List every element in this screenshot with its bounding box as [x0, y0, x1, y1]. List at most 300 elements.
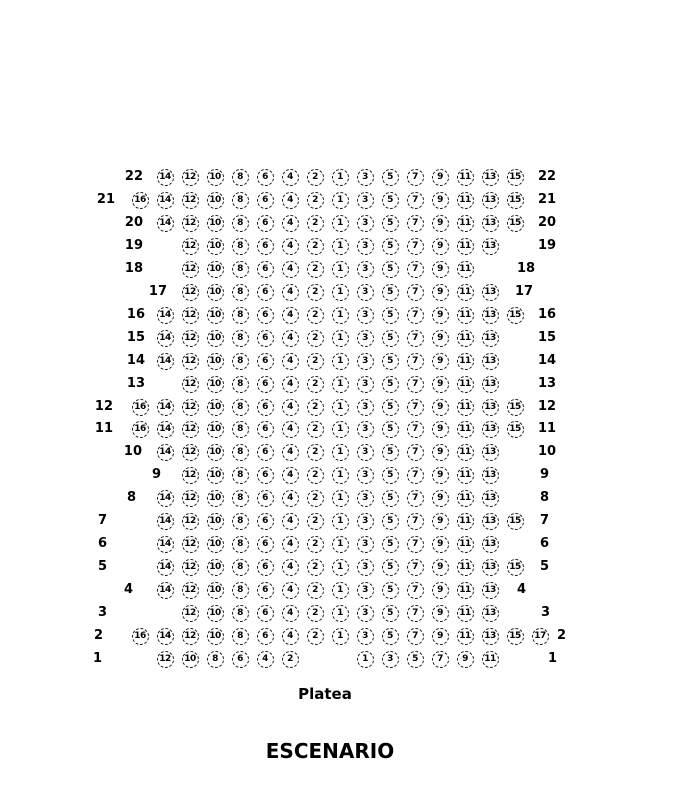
- seat-21-16[interactable]: 16: [132, 192, 149, 209]
- seat-10-7[interactable]: 7: [407, 444, 424, 461]
- seat-4-8[interactable]: 8: [232, 582, 249, 599]
- seat-2-6[interactable]: 6: [257, 628, 274, 645]
- seat-5-2[interactable]: 2: [307, 559, 324, 576]
- seat-17-13[interactable]: 13: [482, 284, 499, 301]
- seat-14-4[interactable]: 4: [282, 353, 299, 370]
- seat-20-5[interactable]: 5: [382, 215, 399, 232]
- seat-11-16[interactable]: 16: [132, 421, 149, 438]
- seat-14-6[interactable]: 6: [257, 353, 274, 370]
- seat-12-3[interactable]: 3: [357, 399, 374, 416]
- seat-8-9[interactable]: 9: [432, 490, 449, 507]
- seat-17-6[interactable]: 6: [257, 284, 274, 301]
- seat-21-13[interactable]: 13: [482, 192, 499, 209]
- seat-19-11[interactable]: 11: [457, 238, 474, 255]
- seat-5-8[interactable]: 8: [232, 559, 249, 576]
- seat-18-11[interactable]: 11: [457, 261, 474, 278]
- seat-12-13[interactable]: 13: [482, 399, 499, 416]
- seat-18-10[interactable]: 10: [207, 261, 224, 278]
- seat-15-8[interactable]: 8: [232, 330, 249, 347]
- seat-16-5[interactable]: 5: [382, 307, 399, 324]
- seat-20-9[interactable]: 9: [432, 215, 449, 232]
- seat-7-4[interactable]: 4: [282, 513, 299, 530]
- seat-18-3[interactable]: 3: [357, 261, 374, 278]
- seat-8-8[interactable]: 8: [232, 490, 249, 507]
- seat-20-6[interactable]: 6: [257, 215, 274, 232]
- seat-15-12[interactable]: 12: [182, 330, 199, 347]
- seat-11-14[interactable]: 14: [157, 421, 174, 438]
- seat-5-11[interactable]: 11: [457, 559, 474, 576]
- seat-13-13[interactable]: 13: [482, 376, 499, 393]
- seat-10-11[interactable]: 11: [457, 444, 474, 461]
- seat-17-11[interactable]: 11: [457, 284, 474, 301]
- seat-9-5[interactable]: 5: [382, 467, 399, 484]
- seat-3-5[interactable]: 5: [382, 605, 399, 622]
- seat-20-3[interactable]: 3: [357, 215, 374, 232]
- seat-3-10[interactable]: 10: [207, 605, 224, 622]
- seat-10-9[interactable]: 9: [432, 444, 449, 461]
- seat-16-3[interactable]: 3: [357, 307, 374, 324]
- seat-20-7[interactable]: 7: [407, 215, 424, 232]
- seat-15-4[interactable]: 4: [282, 330, 299, 347]
- seat-4-12[interactable]: 12: [182, 582, 199, 599]
- seat-20-1[interactable]: 1: [332, 215, 349, 232]
- seat-18-6[interactable]: 6: [257, 261, 274, 278]
- seat-2-1[interactable]: 1: [332, 628, 349, 645]
- seat-11-8[interactable]: 8: [232, 421, 249, 438]
- seat-6-1[interactable]: 1: [332, 536, 349, 553]
- seat-2-10[interactable]: 10: [207, 628, 224, 645]
- seat-5-5[interactable]: 5: [382, 559, 399, 576]
- seat-12-6[interactable]: 6: [257, 399, 274, 416]
- seat-7-8[interactable]: 8: [232, 513, 249, 530]
- seat-20-15[interactable]: 15: [507, 215, 524, 232]
- seat-13-3[interactable]: 3: [357, 376, 374, 393]
- seat-4-4[interactable]: 4: [282, 582, 299, 599]
- seat-14-7[interactable]: 7: [407, 353, 424, 370]
- seat-21-14[interactable]: 14: [157, 192, 174, 209]
- seat-11-13[interactable]: 13: [482, 421, 499, 438]
- seat-20-4[interactable]: 4: [282, 215, 299, 232]
- seat-17-7[interactable]: 7: [407, 284, 424, 301]
- seat-21-9[interactable]: 9: [432, 192, 449, 209]
- seat-7-15[interactable]: 15: [507, 513, 524, 530]
- seat-19-1[interactable]: 1: [332, 238, 349, 255]
- seat-5-12[interactable]: 12: [182, 559, 199, 576]
- seat-21-2[interactable]: 2: [307, 192, 324, 209]
- seat-8-4[interactable]: 4: [282, 490, 299, 507]
- seat-5-1[interactable]: 1: [332, 559, 349, 576]
- seat-6-11[interactable]: 11: [457, 536, 474, 553]
- seat-13-4[interactable]: 4: [282, 376, 299, 393]
- seat-1-2[interactable]: 2: [282, 651, 299, 668]
- seat-15-13[interactable]: 13: [482, 330, 499, 347]
- seat-14-9[interactable]: 9: [432, 353, 449, 370]
- seat-9-13[interactable]: 13: [482, 467, 499, 484]
- seat-5-15[interactable]: 15: [507, 559, 524, 576]
- seat-5-7[interactable]: 7: [407, 559, 424, 576]
- seat-8-11[interactable]: 11: [457, 490, 474, 507]
- seat-16-12[interactable]: 12: [182, 307, 199, 324]
- seat-1-1[interactable]: 1: [357, 651, 374, 668]
- seat-19-3[interactable]: 3: [357, 238, 374, 255]
- seat-7-10[interactable]: 10: [207, 513, 224, 530]
- seat-1-12[interactable]: 12: [157, 651, 174, 668]
- seat-3-7[interactable]: 7: [407, 605, 424, 622]
- seat-10-8[interactable]: 8: [232, 444, 249, 461]
- seat-13-8[interactable]: 8: [232, 376, 249, 393]
- seat-11-15[interactable]: 15: [507, 421, 524, 438]
- seat-15-11[interactable]: 11: [457, 330, 474, 347]
- seat-11-10[interactable]: 10: [207, 421, 224, 438]
- seat-17-5[interactable]: 5: [382, 284, 399, 301]
- seat-15-5[interactable]: 5: [382, 330, 399, 347]
- seat-20-13[interactable]: 13: [482, 215, 499, 232]
- seat-7-11[interactable]: 11: [457, 513, 474, 530]
- seat-2-15[interactable]: 15: [507, 628, 524, 645]
- seat-17-1[interactable]: 1: [332, 284, 349, 301]
- seat-16-13[interactable]: 13: [482, 307, 499, 324]
- seat-13-10[interactable]: 10: [207, 376, 224, 393]
- seat-4-7[interactable]: 7: [407, 582, 424, 599]
- seat-14-13[interactable]: 13: [482, 353, 499, 370]
- seat-7-5[interactable]: 5: [382, 513, 399, 530]
- seat-9-6[interactable]: 6: [257, 467, 274, 484]
- seat-15-10[interactable]: 10: [207, 330, 224, 347]
- seat-9-1[interactable]: 1: [332, 467, 349, 484]
- seat-10-1[interactable]: 1: [332, 444, 349, 461]
- seat-9-11[interactable]: 11: [457, 467, 474, 484]
- seat-14-5[interactable]: 5: [382, 353, 399, 370]
- seat-2-17[interactable]: 17: [532, 628, 549, 645]
- seat-21-5[interactable]: 5: [382, 192, 399, 209]
- seat-11-4[interactable]: 4: [282, 421, 299, 438]
- seat-6-14[interactable]: 14: [157, 536, 174, 553]
- seat-21-4[interactable]: 4: [282, 192, 299, 209]
- seat-19-4[interactable]: 4: [282, 238, 299, 255]
- seat-4-10[interactable]: 10: [207, 582, 224, 599]
- seat-6-2[interactable]: 2: [307, 536, 324, 553]
- seat-15-6[interactable]: 6: [257, 330, 274, 347]
- seat-5-9[interactable]: 9: [432, 559, 449, 576]
- seat-1-10[interactable]: 10: [182, 651, 199, 668]
- seat-1-3[interactable]: 3: [382, 651, 399, 668]
- seat-22-14[interactable]: 14: [157, 169, 174, 186]
- seat-21-8[interactable]: 8: [232, 192, 249, 209]
- seat-22-9[interactable]: 9: [432, 169, 449, 186]
- seat-12-12[interactable]: 12: [182, 399, 199, 416]
- seat-12-5[interactable]: 5: [382, 399, 399, 416]
- seat-18-1[interactable]: 1: [332, 261, 349, 278]
- seat-11-7[interactable]: 7: [407, 421, 424, 438]
- seat-8-5[interactable]: 5: [382, 490, 399, 507]
- seat-21-3[interactable]: 3: [357, 192, 374, 209]
- seat-6-7[interactable]: 7: [407, 536, 424, 553]
- seat-17-8[interactable]: 8: [232, 284, 249, 301]
- seat-15-14[interactable]: 14: [157, 330, 174, 347]
- seat-13-6[interactable]: 6: [257, 376, 274, 393]
- seat-2-12[interactable]: 12: [182, 628, 199, 645]
- seat-8-3[interactable]: 3: [357, 490, 374, 507]
- seat-17-3[interactable]: 3: [357, 284, 374, 301]
- seat-21-15[interactable]: 15: [507, 192, 524, 209]
- seat-10-5[interactable]: 5: [382, 444, 399, 461]
- seat-5-13[interactable]: 13: [482, 559, 499, 576]
- seat-19-8[interactable]: 8: [232, 238, 249, 255]
- seat-10-10[interactable]: 10: [207, 444, 224, 461]
- seat-9-10[interactable]: 10: [207, 467, 224, 484]
- seat-19-9[interactable]: 9: [432, 238, 449, 255]
- seat-19-10[interactable]: 10: [207, 238, 224, 255]
- seat-7-13[interactable]: 13: [482, 513, 499, 530]
- seat-2-8[interactable]: 8: [232, 628, 249, 645]
- seat-18-12[interactable]: 12: [182, 261, 199, 278]
- seat-18-5[interactable]: 5: [382, 261, 399, 278]
- seat-4-9[interactable]: 9: [432, 582, 449, 599]
- seat-12-9[interactable]: 9: [432, 399, 449, 416]
- seat-13-11[interactable]: 11: [457, 376, 474, 393]
- seat-12-15[interactable]: 15: [507, 399, 524, 416]
- seat-16-10[interactable]: 10: [207, 307, 224, 324]
- seat-19-5[interactable]: 5: [382, 238, 399, 255]
- seat-2-13[interactable]: 13: [482, 628, 499, 645]
- seat-6-3[interactable]: 3: [357, 536, 374, 553]
- seat-16-15[interactable]: 15: [507, 307, 524, 324]
- seat-10-13[interactable]: 13: [482, 444, 499, 461]
- seat-19-2[interactable]: 2: [307, 238, 324, 255]
- seat-16-1[interactable]: 1: [332, 307, 349, 324]
- seat-21-6[interactable]: 6: [257, 192, 274, 209]
- seat-2-2[interactable]: 2: [307, 628, 324, 645]
- seat-3-8[interactable]: 8: [232, 605, 249, 622]
- seat-10-6[interactable]: 6: [257, 444, 274, 461]
- seat-20-12[interactable]: 12: [182, 215, 199, 232]
- seat-14-10[interactable]: 10: [207, 353, 224, 370]
- seat-3-1[interactable]: 1: [332, 605, 349, 622]
- seat-16-4[interactable]: 4: [282, 307, 299, 324]
- seat-5-6[interactable]: 6: [257, 559, 274, 576]
- seat-8-12[interactable]: 12: [182, 490, 199, 507]
- seat-11-11[interactable]: 11: [457, 421, 474, 438]
- seat-10-4[interactable]: 4: [282, 444, 299, 461]
- seat-14-2[interactable]: 2: [307, 353, 324, 370]
- seat-18-4[interactable]: 4: [282, 261, 299, 278]
- seat-14-3[interactable]: 3: [357, 353, 374, 370]
- seat-14-12[interactable]: 12: [182, 353, 199, 370]
- seat-13-12[interactable]: 12: [182, 376, 199, 393]
- seat-5-4[interactable]: 4: [282, 559, 299, 576]
- seat-15-3[interactable]: 3: [357, 330, 374, 347]
- seat-16-6[interactable]: 6: [257, 307, 274, 324]
- seat-12-14[interactable]: 14: [157, 399, 174, 416]
- seat-6-9[interactable]: 9: [432, 536, 449, 553]
- seat-4-3[interactable]: 3: [357, 582, 374, 599]
- seat-15-1[interactable]: 1: [332, 330, 349, 347]
- seat-21-1[interactable]: 1: [332, 192, 349, 209]
- seat-18-7[interactable]: 7: [407, 261, 424, 278]
- seat-4-13[interactable]: 13: [482, 582, 499, 599]
- seat-20-8[interactable]: 8: [232, 215, 249, 232]
- seat-10-12[interactable]: 12: [182, 444, 199, 461]
- seat-17-4[interactable]: 4: [282, 284, 299, 301]
- seat-21-11[interactable]: 11: [457, 192, 474, 209]
- seat-22-2[interactable]: 2: [307, 169, 324, 186]
- seat-9-7[interactable]: 7: [407, 467, 424, 484]
- seat-16-11[interactable]: 11: [457, 307, 474, 324]
- seat-2-14[interactable]: 14: [157, 628, 174, 645]
- seat-20-14[interactable]: 14: [157, 215, 174, 232]
- seat-11-6[interactable]: 6: [257, 421, 274, 438]
- seat-22-15[interactable]: 15: [507, 169, 524, 186]
- seat-2-9[interactable]: 9: [432, 628, 449, 645]
- seat-7-9[interactable]: 9: [432, 513, 449, 530]
- seat-22-13[interactable]: 13: [482, 169, 499, 186]
- seat-19-12[interactable]: 12: [182, 238, 199, 255]
- seat-19-13[interactable]: 13: [482, 238, 499, 255]
- seat-1-7[interactable]: 7: [432, 651, 449, 668]
- seat-9-8[interactable]: 8: [232, 467, 249, 484]
- seat-7-12[interactable]: 12: [182, 513, 199, 530]
- seat-8-13[interactable]: 13: [482, 490, 499, 507]
- seat-12-10[interactable]: 10: [207, 399, 224, 416]
- seat-11-12[interactable]: 12: [182, 421, 199, 438]
- seat-14-14[interactable]: 14: [157, 353, 174, 370]
- seat-7-1[interactable]: 1: [332, 513, 349, 530]
- seat-4-1[interactable]: 1: [332, 582, 349, 599]
- seat-1-8[interactable]: 8: [207, 651, 224, 668]
- seat-9-4[interactable]: 4: [282, 467, 299, 484]
- seat-19-6[interactable]: 6: [257, 238, 274, 255]
- seat-22-6[interactable]: 6: [257, 169, 274, 186]
- seat-2-7[interactable]: 7: [407, 628, 424, 645]
- seat-16-7[interactable]: 7: [407, 307, 424, 324]
- seat-12-4[interactable]: 4: [282, 399, 299, 416]
- seat-22-11[interactable]: 11: [457, 169, 474, 186]
- seat-20-2[interactable]: 2: [307, 215, 324, 232]
- seat-7-2[interactable]: 2: [307, 513, 324, 530]
- seat-8-7[interactable]: 7: [407, 490, 424, 507]
- seat-22-1[interactable]: 1: [332, 169, 349, 186]
- seat-17-12[interactable]: 12: [182, 284, 199, 301]
- seat-13-9[interactable]: 9: [432, 376, 449, 393]
- seat-3-13[interactable]: 13: [482, 605, 499, 622]
- seat-5-10[interactable]: 10: [207, 559, 224, 576]
- seat-10-2[interactable]: 2: [307, 444, 324, 461]
- seat-8-6[interactable]: 6: [257, 490, 274, 507]
- seat-11-5[interactable]: 5: [382, 421, 399, 438]
- seat-19-7[interactable]: 7: [407, 238, 424, 255]
- seat-4-6[interactable]: 6: [257, 582, 274, 599]
- seat-22-3[interactable]: 3: [357, 169, 374, 186]
- seat-15-9[interactable]: 9: [432, 330, 449, 347]
- seat-17-2[interactable]: 2: [307, 284, 324, 301]
- seat-3-11[interactable]: 11: [457, 605, 474, 622]
- seat-14-1[interactable]: 1: [332, 353, 349, 370]
- seat-10-3[interactable]: 3: [357, 444, 374, 461]
- seat-11-1[interactable]: 1: [332, 421, 349, 438]
- seat-21-7[interactable]: 7: [407, 192, 424, 209]
- seat-20-11[interactable]: 11: [457, 215, 474, 232]
- seat-18-9[interactable]: 9: [432, 261, 449, 278]
- seat-3-3[interactable]: 3: [357, 605, 374, 622]
- seat-1-9[interactable]: 9: [457, 651, 474, 668]
- seat-4-5[interactable]: 5: [382, 582, 399, 599]
- seat-4-11[interactable]: 11: [457, 582, 474, 599]
- seat-22-4[interactable]: 4: [282, 169, 299, 186]
- seat-12-2[interactable]: 2: [307, 399, 324, 416]
- seat-8-2[interactable]: 2: [307, 490, 324, 507]
- seat-12-11[interactable]: 11: [457, 399, 474, 416]
- seat-13-5[interactable]: 5: [382, 376, 399, 393]
- seat-8-1[interactable]: 1: [332, 490, 349, 507]
- seat-6-4[interactable]: 4: [282, 536, 299, 553]
- seat-6-5[interactable]: 5: [382, 536, 399, 553]
- seat-5-14[interactable]: 14: [157, 559, 174, 576]
- seat-17-9[interactable]: 9: [432, 284, 449, 301]
- seat-18-2[interactable]: 2: [307, 261, 324, 278]
- seat-13-2[interactable]: 2: [307, 376, 324, 393]
- seat-9-2[interactable]: 2: [307, 467, 324, 484]
- seat-8-14[interactable]: 14: [157, 490, 174, 507]
- seat-9-12[interactable]: 12: [182, 467, 199, 484]
- seat-13-1[interactable]: 1: [332, 376, 349, 393]
- seat-16-9[interactable]: 9: [432, 307, 449, 324]
- seat-22-12[interactable]: 12: [182, 169, 199, 186]
- seat-6-12[interactable]: 12: [182, 536, 199, 553]
- seat-1-11[interactable]: 11: [482, 651, 499, 668]
- seat-20-10[interactable]: 10: [207, 215, 224, 232]
- seat-16-14[interactable]: 14: [157, 307, 174, 324]
- seat-7-7[interactable]: 7: [407, 513, 424, 530]
- seat-2-5[interactable]: 5: [382, 628, 399, 645]
- seat-9-3[interactable]: 3: [357, 467, 374, 484]
- seat-5-3[interactable]: 3: [357, 559, 374, 576]
- seat-13-7[interactable]: 7: [407, 376, 424, 393]
- seat-22-5[interactable]: 5: [382, 169, 399, 186]
- seat-10-14[interactable]: 14: [157, 444, 174, 461]
- seat-21-12[interactable]: 12: [182, 192, 199, 209]
- seat-21-10[interactable]: 10: [207, 192, 224, 209]
- seat-22-10[interactable]: 10: [207, 169, 224, 186]
- seat-1-5[interactable]: 5: [407, 651, 424, 668]
- seat-4-14[interactable]: 14: [157, 582, 174, 599]
- seat-22-8[interactable]: 8: [232, 169, 249, 186]
- seat-16-2[interactable]: 2: [307, 307, 324, 324]
- seat-6-10[interactable]: 10: [207, 536, 224, 553]
- seat-15-7[interactable]: 7: [407, 330, 424, 347]
- seat-16-8[interactable]: 8: [232, 307, 249, 324]
- seat-6-13[interactable]: 13: [482, 536, 499, 553]
- seat-8-10[interactable]: 10: [207, 490, 224, 507]
- seat-12-16[interactable]: 16: [132, 399, 149, 416]
- seat-2-16[interactable]: 16: [132, 628, 149, 645]
- seat-12-7[interactable]: 7: [407, 399, 424, 416]
- seat-7-6[interactable]: 6: [257, 513, 274, 530]
- seat-3-4[interactable]: 4: [282, 605, 299, 622]
- seat-11-9[interactable]: 9: [432, 421, 449, 438]
- seat-2-3[interactable]: 3: [357, 628, 374, 645]
- seat-11-3[interactable]: 3: [357, 421, 374, 438]
- seat-2-11[interactable]: 11: [457, 628, 474, 645]
- seat-1-4[interactable]: 4: [257, 651, 274, 668]
- seat-7-3[interactable]: 3: [357, 513, 374, 530]
- seat-3-2[interactable]: 2: [307, 605, 324, 622]
- seat-4-2[interactable]: 2: [307, 582, 324, 599]
- seat-12-1[interactable]: 1: [332, 399, 349, 416]
- seat-12-8[interactable]: 8: [232, 399, 249, 416]
- seat-3-6[interactable]: 6: [257, 605, 274, 622]
- seat-11-2[interactable]: 2: [307, 421, 324, 438]
- seat-7-14[interactable]: 14: [157, 513, 174, 530]
